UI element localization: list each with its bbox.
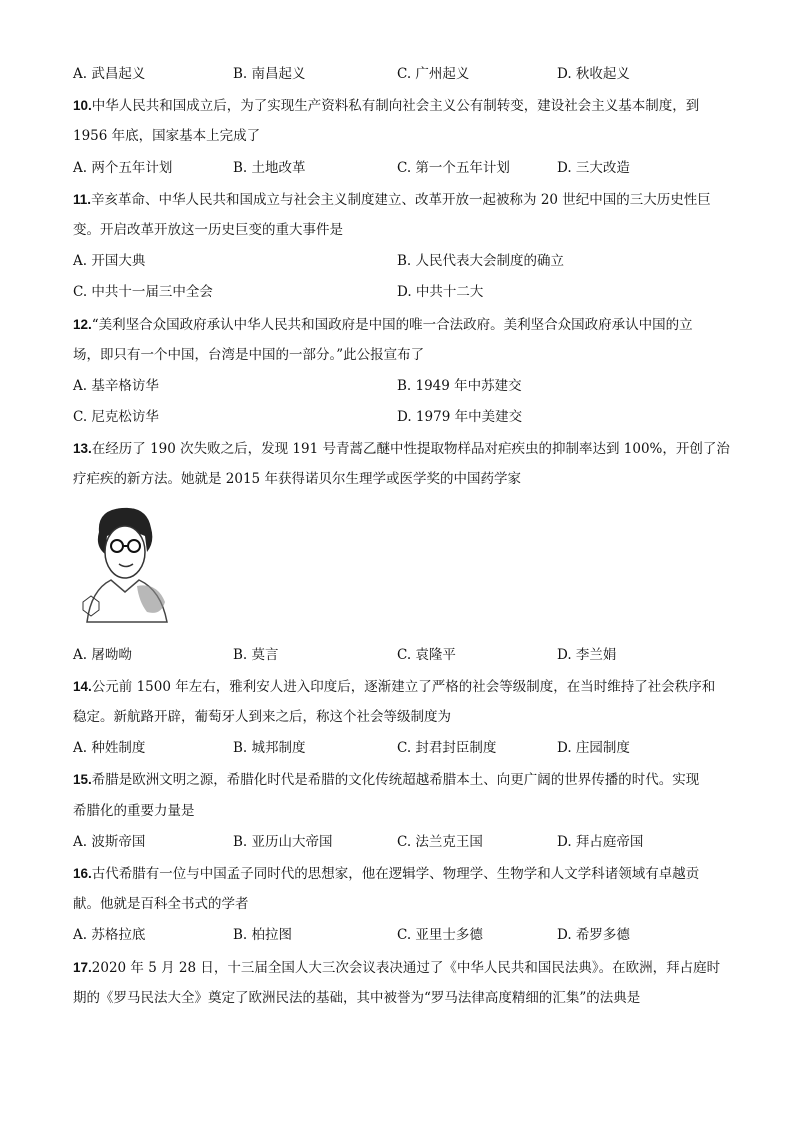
question-number: 13. bbox=[73, 441, 92, 457]
option-c: C. 尼克松访华 bbox=[73, 409, 159, 426]
option-d: D. 秋收起义 bbox=[557, 66, 630, 82]
option-c: C. 亚里士多德 bbox=[397, 927, 483, 944]
q10-options bbox=[73, 153, 733, 184]
option-c: C. 封君封臣制度 bbox=[397, 740, 497, 757]
q16-options bbox=[73, 920, 733, 951]
stem-text: 古代希腊有一位与中国孟子同时代的思想家，他在逻辑学、物理学、生物学和人文学科诸领域有卓越贡 bbox=[91, 865, 700, 882]
option-c: C. 中共十一届三中全会 bbox=[73, 284, 213, 301]
portrait-sketch-icon bbox=[77, 502, 173, 626]
stem-text: 辛亥革命、中华人民共和国成立与社会主义制度建立、改革开放一起被称为 20 世纪中国的三大历史性巨 bbox=[91, 191, 711, 208]
q11-options-row1 bbox=[73, 246, 733, 277]
question-number: 12. bbox=[73, 316, 92, 332]
q17-stem-line: 期的《罗马民法大全》奠定了欧洲民法的基础，其中被誉为“罗马法律高度精细的汇集”的法典是 bbox=[73, 989, 641, 1006]
q11-options-row2 bbox=[73, 277, 733, 308]
option-d: D. 李兰娟 bbox=[557, 646, 617, 663]
option-b: B. 莫言 bbox=[233, 646, 279, 663]
q17-stem-line bbox=[73, 952, 733, 983]
q12-stem-line bbox=[73, 309, 733, 340]
option-a: A. 武昌起义 bbox=[73, 66, 146, 82]
option-d: D. 庄园制度 bbox=[557, 740, 630, 757]
q13-stem-line bbox=[73, 433, 733, 464]
q16-stem-line bbox=[73, 858, 733, 889]
option-d: D. 中共十二大 bbox=[397, 284, 484, 301]
option-a: A. 基辛格访华 bbox=[73, 377, 159, 394]
option-a: A. 两个五年计划 bbox=[73, 159, 173, 176]
stem-text: 在经历了 190 次失败之后，发现 191 号青蒿乙醚中性提取物样品对疟疾虫的抑制率达到 100%，开创了治 bbox=[91, 441, 730, 458]
option-d: D. 拜占庭帝国 bbox=[557, 833, 644, 850]
option-b: B. 土地改革 bbox=[233, 159, 306, 176]
option-c: C. 法兰克王国 bbox=[397, 833, 483, 850]
q12-options-row2 bbox=[73, 402, 733, 433]
q15-stem-line: 希腊化的重要力量是 bbox=[73, 802, 195, 819]
question-number: 11. bbox=[73, 191, 92, 207]
option-d: D. 三大改造 bbox=[557, 159, 630, 176]
q14-options bbox=[73, 733, 733, 764]
stem-text: “美利坚合众国政府承认中华人民共和国政府是中国的唯一合法政府。美利坚合众国政府承认中国的立 bbox=[91, 316, 693, 333]
q10-stem-line: 1956 年底，国家基本上完成了 bbox=[73, 128, 261, 145]
option-d: D. 希罗多德 bbox=[557, 927, 630, 944]
exam-page bbox=[73, 59, 733, 1014]
stem-text: 中华人民共和国成立后，为了实现生产资料私有制向社会主义公有制转变，建设社会主义基本制度，到 bbox=[91, 98, 700, 115]
option-b: B. 人民代表大会制度的确立 bbox=[397, 253, 565, 270]
option-c: C. 第一个五年计划 bbox=[397, 159, 510, 176]
stem-text: 公元前 1500 年左右，雅利安人进入印度后，逐渐建立了严格的社会等级制度，在当时维持了社会秩序和 bbox=[91, 678, 716, 695]
q13-options bbox=[73, 640, 733, 671]
q10-stem-line bbox=[73, 90, 733, 121]
q13-stem-line: 疗疟疾的新方法。她就是 2015 年获得诺贝尔生理学或医学奖的中国药学家 bbox=[73, 471, 521, 488]
option-a: A. 种姓制度 bbox=[73, 740, 146, 757]
option-a: A. 苏格拉底 bbox=[73, 927, 146, 944]
q14-stem-line bbox=[73, 671, 733, 702]
option-b: B. 1949 年中苏建交 bbox=[397, 377, 522, 394]
question-number: 17. bbox=[73, 959, 92, 975]
q11-stem-line bbox=[73, 184, 733, 215]
option-c: C. 广州起义 bbox=[397, 66, 470, 82]
q14-stem-line: 稳定。新航路开辟，葡萄牙人到来之后，称这个社会等级制度为 bbox=[73, 709, 451, 725]
question-number: 10. bbox=[73, 98, 92, 114]
q12-options-row1 bbox=[73, 371, 733, 402]
q9-options bbox=[73, 59, 733, 90]
q12-stem-line: 场，即只有一个中国，台湾是中国的一部分。”此公报宣布了 bbox=[73, 346, 425, 363]
option-a: A. 屠呦呦 bbox=[73, 646, 132, 663]
option-b: B. 南昌起义 bbox=[233, 66, 306, 82]
question-number: 16. bbox=[73, 865, 92, 881]
option-b: B. 亚历山大帝国 bbox=[233, 833, 333, 850]
q16-stem-line: 献。他就是百科全书式的学者 bbox=[73, 896, 249, 913]
option-c: C. 袁隆平 bbox=[397, 646, 456, 663]
stem-text: 希腊是欧洲文明之源，希腊化时代是希腊的文化传统超越希腊本土、向更广阔的世界传播的时代。实现 bbox=[91, 772, 700, 789]
option-d: D. 1979 年中美建交 bbox=[397, 409, 523, 426]
question-number: 15. bbox=[73, 772, 92, 788]
q15-stem-line bbox=[73, 764, 733, 795]
option-a: A. 波斯帝国 bbox=[73, 833, 146, 850]
option-b: B. 城邦制度 bbox=[233, 740, 306, 757]
option-b: B. 柏拉图 bbox=[233, 927, 293, 944]
q11-stem-line: 变。开启改革开放这一历史巨变的重大事件是 bbox=[73, 221, 343, 238]
option-a: A. 开国大典 bbox=[73, 253, 146, 270]
question-number: 14. bbox=[73, 678, 92, 694]
q15-options bbox=[73, 827, 733, 858]
stem-text: 2020 年 5 月 28 日，十三届全国人大三次会议表决通过了《中华人民共和国民法典》。在欧洲，拜占庭时 bbox=[91, 959, 721, 976]
portrait-image bbox=[73, 496, 733, 640]
